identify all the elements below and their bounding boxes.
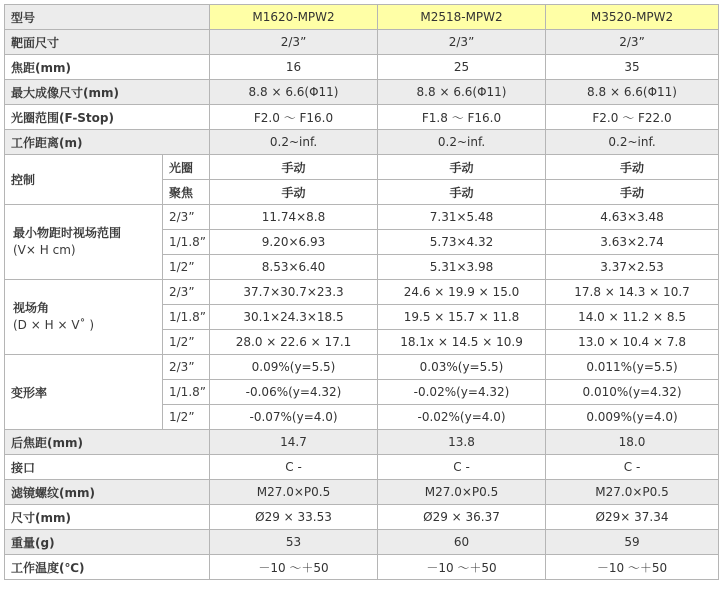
cell: 53 [210,530,378,555]
row-control-iris [5,155,719,180]
cell: 7.31×5.48 [378,205,546,230]
model-name: M1620-MPW2 [210,5,378,30]
cell: 8.8 × 6.6(Φ11) [210,80,378,105]
cell: 手动 [210,180,378,205]
cell: M27.0×P0.5 [546,480,719,505]
row-mount [5,455,719,480]
cell: 0.2~inf. [378,130,546,155]
cell: 0.011%(y=5.5) [546,355,719,380]
row-min-fov [5,205,719,230]
row-filter-thread [5,480,719,505]
cell: 18.1x × 14.5 × 10.9 [378,330,546,355]
cell: M27.0×P0.5 [378,480,546,505]
cell: -0.07%(y=4.0) [210,405,378,430]
row-label: 光圈范围(F-Stop) [5,105,210,130]
cell: 0.009%(y=4.0) [546,405,719,430]
cell: 13.0 × 10.4 × 7.8 [546,330,719,355]
cell: -0.02%(y=4.32) [378,380,546,405]
header-row [5,5,719,30]
sub-label: 光圈 [163,155,210,180]
sensor-size: 1/2” [163,255,210,280]
cell: 28.0 × 22.6 × 17.1 [210,330,378,355]
cell: -0.02%(y=4.0) [378,405,546,430]
sensor-size: 1/2” [163,405,210,430]
cell: 0.03%(y=5.5) [378,355,546,380]
cell: 手动 [378,155,546,180]
row-label: 最大成像尺寸(mm) [5,80,210,105]
row-temperature [5,555,719,580]
cell: 18.0 [546,430,719,455]
cell: 2/3” [378,30,546,55]
cell: 手动 [210,155,378,180]
cell: 0.010%(y=4.32) [546,380,719,405]
sensor-size: 1/1.8” [163,305,210,330]
cell: 2/3” [210,30,378,55]
cell: 手动 [546,180,719,205]
cell: 25 [378,55,546,80]
sensor-size: 2/3” [163,280,210,305]
cell: 59 [546,530,719,555]
sub-label: 聚焦 [163,180,210,205]
row-label: 工作距离(m) [5,130,210,155]
cell: 手动 [546,155,719,180]
row-dimensions [5,505,719,530]
row-label: 后焦距(mm) [5,430,210,455]
group-label-line: 最小物距时视场范围 [13,226,122,240]
row-focal-length [5,55,719,80]
group-label-unit: (D × H × V˚ ) [13,318,95,332]
row-target-size [5,30,719,55]
cell: 9.20×6.93 [210,230,378,255]
cell: 2/3” [546,30,719,55]
row-weight [5,530,719,555]
group-label [5,205,163,280]
spec-table [4,4,719,580]
cell: 3.37×2.53 [546,255,719,280]
row-label: 尺寸(mm) [5,505,210,530]
row-distortion [5,355,719,380]
model-name: M2518-MPW2 [378,5,546,30]
cell: Ø29 × 33.53 [210,505,378,530]
cell: 35 [546,55,719,80]
cell: F2.0 ～ F16.0 [210,105,378,130]
cell: -0.06%(y=4.32) [210,380,378,405]
group-label-unit: (V× H cm) [13,243,76,257]
cell: －10 ～＋50 [378,555,546,580]
row-label: 接口 [5,455,210,480]
cell: －10 ～＋50 [546,555,719,580]
cell: 5.31×3.98 [378,255,546,280]
cell: 5.73×4.32 [378,230,546,255]
cell: 13.8 [378,430,546,455]
cell: 14.0 × 11.2 × 8.5 [546,305,719,330]
cell: M27.0×P0.5 [210,480,378,505]
sensor-size: 1/1.8” [163,230,210,255]
cell: 30.1×24.3×18.5 [210,305,378,330]
cell: C - [210,455,378,480]
row-label: 滤镜螺纹(mm) [5,480,210,505]
cell: 14.7 [210,430,378,455]
row-label: 重量(g) [5,530,210,555]
row-aperture [5,105,719,130]
cell: 8.53×6.40 [210,255,378,280]
cell: 0.2~inf. [210,130,378,155]
cell: －10 ～＋50 [210,555,378,580]
model-name: M3520-MPW2 [546,5,719,30]
row-back-focal [5,430,719,455]
cell: 4.63×3.48 [546,205,719,230]
row-view-angle [5,280,719,305]
cell: 17.8 × 14.3 × 10.7 [546,280,719,305]
cell: F2.0 ～ F22.0 [546,105,719,130]
cell: 0.09%(y=5.5) [210,355,378,380]
cell: 3.63×2.74 [546,230,719,255]
group-label: 控制 [5,155,163,205]
cell: 60 [378,530,546,555]
cell: 8.8 × 6.6(Φ11) [546,80,719,105]
row-max-image [5,80,719,105]
cell: 16 [210,55,378,80]
row-working-distance [5,130,719,155]
cell: 0.2~inf. [546,130,719,155]
sensor-size: 1/2” [163,330,210,355]
cell: C - [546,455,719,480]
cell: 手动 [378,180,546,205]
group-label-line: 视场角 [13,301,50,315]
row-label: 焦距(mm) [5,55,210,80]
header-label: 型号 [5,5,210,30]
cell: F1.8 ～ F16.0 [378,105,546,130]
cell: 37.7×30.7×23.3 [210,280,378,305]
cell: 24.6 × 19.9 × 15.0 [378,280,546,305]
sensor-size: 2/3” [163,355,210,380]
cell: 19.5 × 15.7 × 11.8 [378,305,546,330]
cell: 11.74×8.8 [210,205,378,230]
row-label: 工作温度(℃) [5,555,210,580]
row-label: 靶面尺寸 [5,30,210,55]
cell: Ø29 × 36.37 [378,505,546,530]
cell: 8.8 × 6.6(Φ11) [378,80,546,105]
cell: Ø29× 37.34 [546,505,719,530]
sensor-size: 2/3” [163,205,210,230]
group-label [5,280,163,355]
group-label: 变形率 [5,355,163,430]
sensor-size: 1/1.8” [163,380,210,405]
cell: C - [378,455,546,480]
